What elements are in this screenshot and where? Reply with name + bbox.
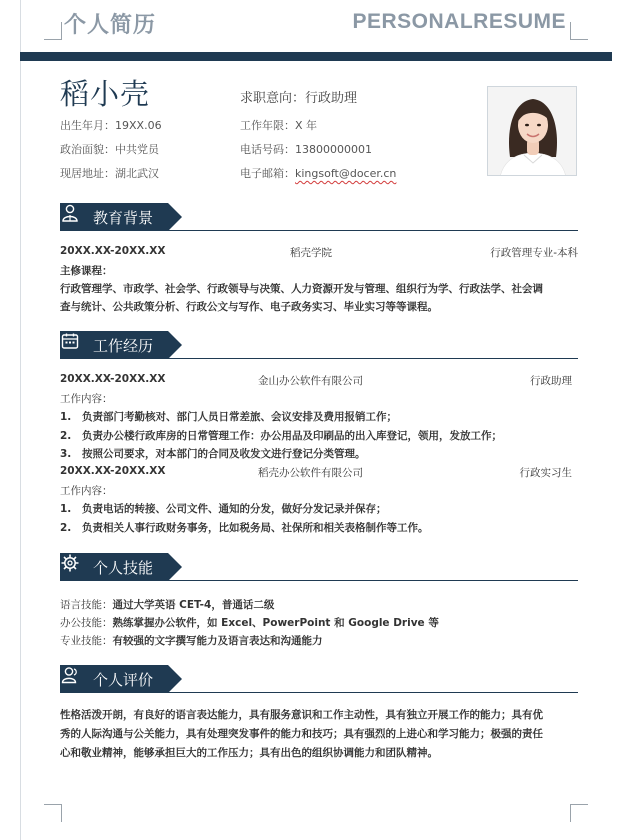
job-content-label: 工作内容：	[60, 393, 113, 405]
portrait-image	[488, 87, 577, 176]
email-label: 电子邮箱：	[240, 167, 295, 180]
job-content-label: 工作内容：	[60, 485, 113, 497]
work-years: 工作年限：X 年	[240, 119, 318, 132]
candidate-name: 稻小壳	[60, 77, 151, 111]
section-title-skills: 个人技能	[93, 559, 154, 577]
job-duty-item	[60, 501, 387, 516]
person-icon	[60, 665, 80, 685]
duty-text: 按照公司要求，对本部门的合同及收发文进行登记分类管理。	[82, 448, 366, 460]
job-company: 金山办公软件有限公司	[258, 375, 363, 387]
job-duty-item	[60, 428, 502, 443]
skill-label: 语言技能：	[60, 599, 113, 611]
duty-text: 负责部门考勤核对、部门人员日常差旅、会议安排及费用报销工作；	[82, 411, 397, 423]
section-title-evaluation: 个人评价	[93, 671, 154, 689]
job-intent: 求职意向：行政助理	[240, 91, 358, 106]
section-divider	[60, 230, 578, 231]
job-role: 行政助理	[530, 375, 572, 387]
job-duty-item	[60, 520, 429, 535]
evaluation-line: 性格活泼开朗，有良好的语言表达能力，具有服务意识和工作主动性，具有独立开展工作的能力；具有优	[60, 709, 543, 721]
duty-number: 3.	[60, 448, 72, 460]
crop-mark-bottom-right	[570, 804, 588, 822]
education-school: 稻壳学院	[290, 247, 332, 259]
email-row	[240, 165, 396, 181]
profile-photo	[487, 86, 577, 176]
skill-row	[60, 615, 439, 630]
phone-number: 电话号码：13800000001	[240, 143, 372, 156]
job-role: 行政实习生	[519, 467, 572, 479]
job-duty-item	[60, 409, 397, 424]
header-bar	[20, 52, 612, 61]
gear-icon	[60, 553, 80, 573]
political-status: 政治面貌：中共党员	[60, 143, 159, 156]
job-period: 20XX.XX-20XX.XX	[60, 373, 166, 385]
education-major: 行政管理专业-本科	[490, 247, 578, 259]
job-company: 稻壳办公软件有限公司	[258, 467, 363, 479]
duty-number: 2.	[60, 522, 72, 534]
skill-row	[60, 633, 323, 648]
duty-number: 2.	[60, 430, 72, 442]
current-address: 现居地址：湖北武汉	[60, 167, 159, 180]
duty-text: 负责办公楼行政库房的日常管理工作：办公用品及印刷品的出入库登记，领用，发放工作；	[82, 430, 502, 442]
email-link[interactable]: kingsoft@docer.cn	[295, 167, 397, 180]
graduation-icon	[60, 203, 80, 223]
courses-label: 主修课程：	[60, 265, 113, 277]
skill-label: 专业技能：	[60, 635, 113, 647]
skill-text: 有较强的文字撰写能力及语言表达和沟通能力	[112, 635, 323, 647]
crop-mark-top-right	[570, 22, 588, 40]
education-period: 20XX.XX-20XX.XX	[60, 245, 166, 257]
crop-mark-bottom-left	[44, 804, 62, 822]
duty-number: 1.	[60, 411, 72, 423]
section-divider	[60, 692, 578, 693]
job-duty-item	[60, 446, 366, 461]
job-period: 20XX.XX-20XX.XX	[60, 465, 166, 477]
duty-text: 负责相关人事行政财务事务，比如税务局、社保所和相关表格制作等工作。	[82, 522, 429, 534]
evaluation-line: 心和敬业精神，能够承担巨大的工作压力；具有出色的组织协调能力和团队精神。	[60, 747, 438, 759]
section-title-education: 教育背景	[93, 209, 154, 227]
section-divider	[60, 358, 578, 359]
calendar-icon	[60, 331, 80, 351]
page-edge	[20, 0, 21, 840]
section-title-work: 工作经历	[93, 337, 154, 355]
evaluation-line: 秀的人际沟通与公关能力，具有处理突发事件的能力和技巧；具有强烈的上进心和学习能力；极强的责任	[60, 728, 543, 740]
duty-text: 负责电话的转接、公司文件、通知的分发，做好分发记录并保存；	[82, 503, 387, 515]
resume-title-cn: 个人简历	[64, 13, 157, 38]
resume-title-en: PERSONALRESUME	[352, 10, 566, 33]
duty-number: 1.	[60, 503, 72, 515]
skill-row	[60, 597, 274, 612]
crop-mark-top-left	[44, 22, 62, 40]
skill-label: 办公技能：	[60, 617, 113, 629]
skill-text: 通过大学英语 CET-4，普通话二级	[112, 599, 275, 611]
courses-line: 查与统计、公共政策分析、行政公文与写作、电子政务实习、毕业实习等等课程。	[60, 301, 438, 313]
courses-line: 行政管理学、市政学、社会学、行政领导与决策、人力资源开发与管理、组织行为学、行政法学、社会调	[60, 283, 543, 295]
birth-date: 出生年月：19XX.06	[60, 119, 162, 132]
section-divider	[60, 580, 578, 581]
skill-text: 熟练掌握办公软件，如 Excel、PowerPoint 和 Google Drive 等	[112, 617, 439, 629]
